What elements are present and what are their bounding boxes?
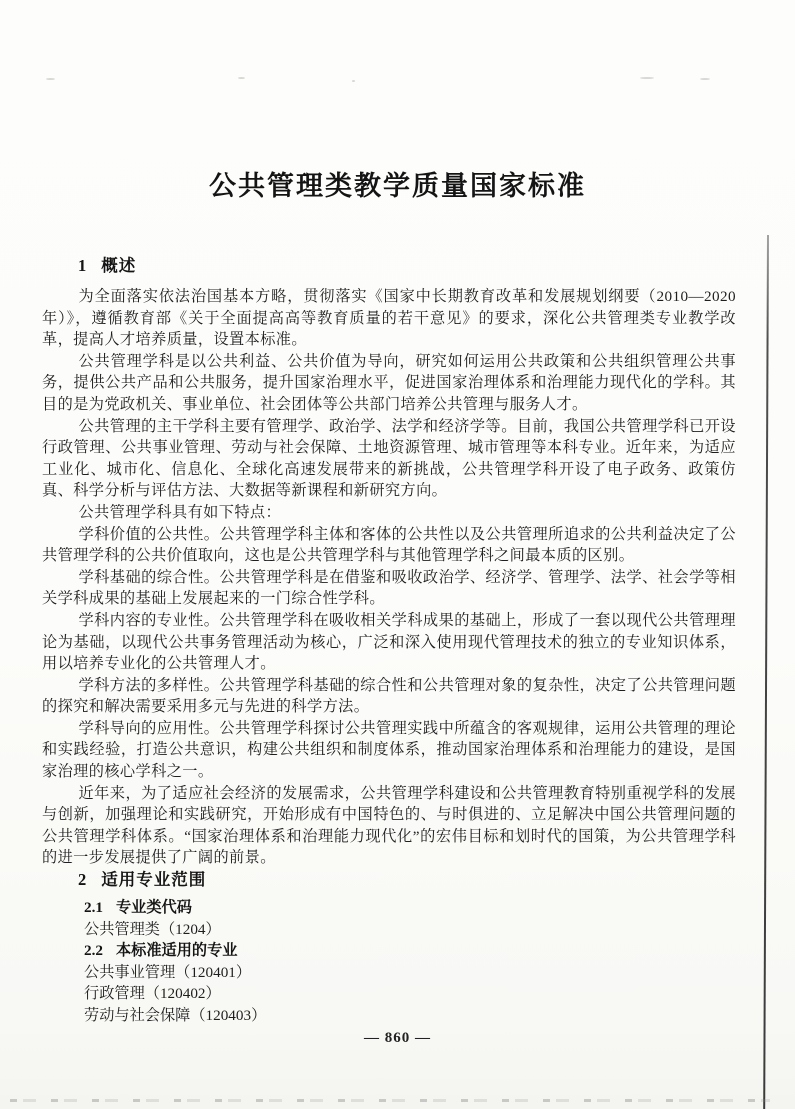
- section-2-title: 适用专业范围: [101, 870, 207, 889]
- subsection-2-2-title: 本标准适用的专业: [115, 942, 238, 960]
- paragraph: 公共管理的主干学科主要有管理学、政治学、法学和经济学等。目前，我国公共管理学科已开设行政管理、公共事业管理、劳动与社会保障、土地资源管理、城市管理等本科专业。近年来，为适应工业化、城市化、信息化、全球化高速发展带来的新挑战，公共管理学科开设了电子政务、政策仿真、科学分析与评估方法、大数据等新课程和新研究方向。: [42, 417, 736, 500]
- scan-speck: [640, 77, 654, 79]
- page-title: 公共管理类教学质量国家标准: [209, 171, 586, 201]
- subsection-2-1-title: 专业类代码: [115, 899, 192, 916]
- section-1-title: 概述: [101, 256, 137, 275]
- paragraph: 近年来，为了适应社会经济的发展需求，公共管理学科建设和公共管理教育特别重视学科的发展与创新，加强理论和实践研究，开始形成有中国特色的、与时俱进的、立足解决中国公共管理问题的公共管理学科体系。“国家治理体系和治理能力现代化”的宏伟目标和划时代的国策，为公共管理学科的进一步发展提供了广阔的前景。: [42, 784, 736, 867]
- section-2-body: [84, 897, 266, 1027]
- scan-speck: [700, 78, 710, 80]
- section-1-body: [42, 286, 736, 869]
- section-1-heading: [78, 252, 136, 276]
- paragraph: 学科导向的应用性。公共管理学科探讨公共管理实践中所蕴含的客观规律，运用公共管理的理论和实践经验，打造公共意识，构建公共组织和制度体系，推动国家治理体系和治理能力的建设，是国家治理的核心学科之一。: [42, 719, 736, 781]
- scan-speck: [352, 80, 355, 82]
- subsection-2-2-heading: [84, 940, 266, 962]
- paragraph: 学科内容的专业性。公共管理学科在吸收相关学科成果的基础上，形成了一套以现代公共管理理论为基础，以现代公共事务管理活动为核心，广泛和深入使用现代管理技术的独立的专业知识体系，用以培养专业化的公共管理人才。: [42, 611, 736, 673]
- major-item: 行政管理（120402）: [84, 985, 221, 1003]
- paragraph: 学科价值的公共性。公共管理学科主体和客体的公共性以及公共管理所追求的公共利益决定了公共管理学科的公共价值取向，这也是公共管理学科与其他管理学科之间最本质的区别。: [42, 525, 736, 565]
- scan-speck: [238, 77, 245, 79]
- major-class-code-item: 公共管理类（1204）: [84, 920, 221, 938]
- paragraph: 为全面落实依法治国基本方略，贯彻落实《国家中长期教育改革和发展规划纲要（2010—2020年）》，遵循教育部《关于全面提高高等教育质量的若干意见》的要求，深化公共管理类专业教学改革，提高人才培养质量，设置本标准。: [42, 288, 736, 349]
- subsection-2-1-number: 2.1: [84, 899, 103, 916]
- major-item: 劳动与社会保障（120403）: [84, 1006, 267, 1024]
- scan-noise-line: [10, 1099, 770, 1102]
- section-2-number: 2: [78, 870, 87, 889]
- major-item: 公共事业管理（120401）: [84, 963, 252, 981]
- scan-speck: [46, 78, 55, 80]
- page-number: — 860 —: [364, 1030, 431, 1046]
- paragraph: 公共管理学科具有如下特点：: [78, 503, 282, 521]
- section-2-heading: [78, 866, 206, 890]
- paragraph: 公共管理学科是以公共利益、公共价值为导向，研究如何运用公共政策和公共组织管理公共事务，提供公共产品和公共服务，提升国家治理水平，促进国家治理体系和治理能力现代化的学科。其目的是为党政机关、事业单位、社会团体等公共部门培养公共管理与服务人才。: [42, 352, 736, 413]
- paragraph: 学科方法的多样性。公共管理学科基础的综合性和公共管理对象的复杂性，决定了公共管理问题的探究和解决需要采用多元与先进的科学方法。: [42, 676, 736, 716]
- section-1-number: 1: [78, 256, 87, 275]
- paragraph: 学科基础的综合性。公共管理学科是在借鉴和吸收政治学、经济学、管理学、法学、社会学等相关学科成果的基础上发展起来的一门综合性学科。: [42, 568, 736, 608]
- scan-edge-line: [763, 235, 769, 1109]
- subsection-2-1-heading: [84, 897, 266, 919]
- subsection-2-2-number: 2.2: [84, 942, 103, 960]
